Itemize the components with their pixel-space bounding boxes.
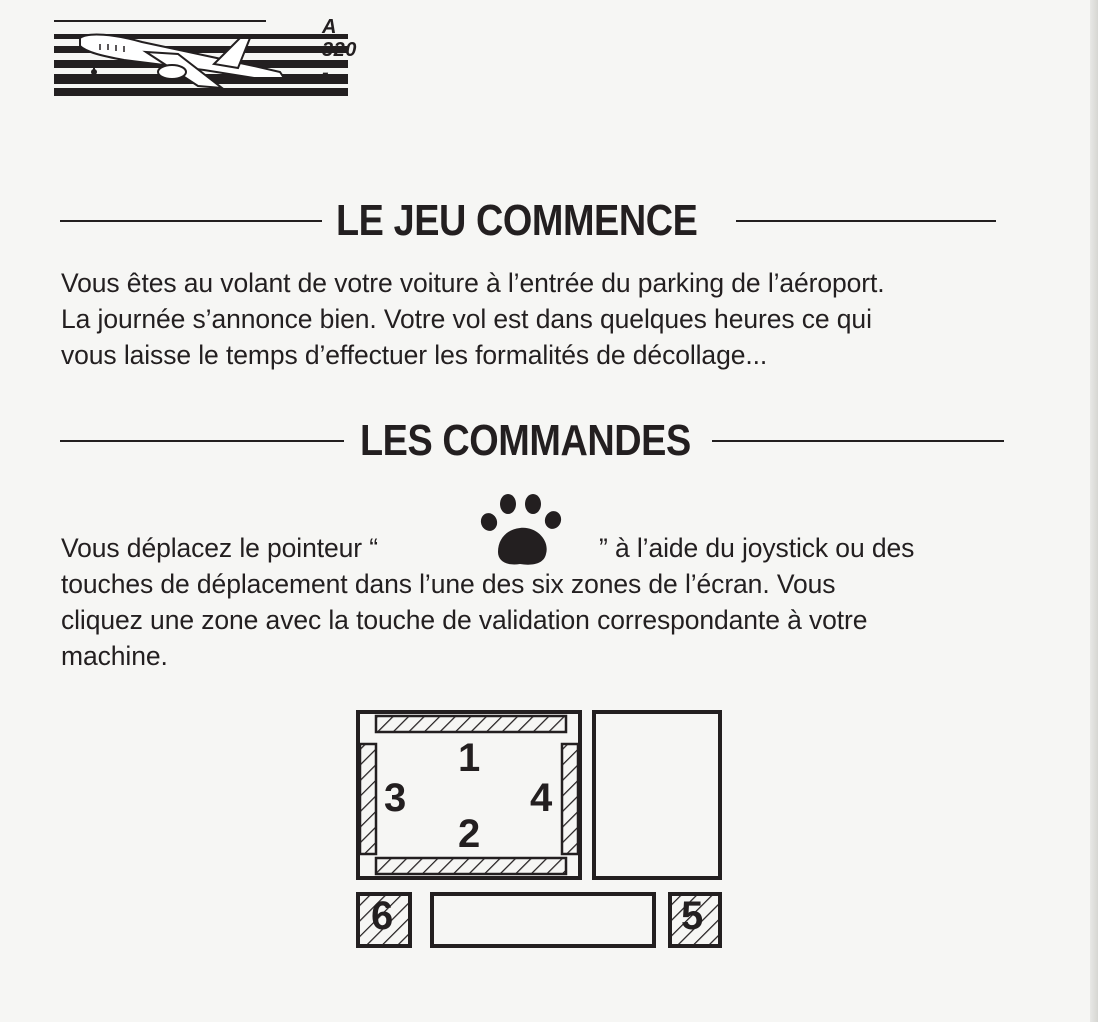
paw-print-icon xyxy=(478,492,568,568)
page-edge xyxy=(1090,0,1098,1022)
section-header-le-jeu-commence xyxy=(60,196,996,246)
screen-zones-diagram xyxy=(354,708,726,954)
rule-right xyxy=(712,440,1004,442)
paragraph-text-after-icon: ” à l’aide du joystick ou des xyxy=(599,533,915,563)
zone-label-3: 3 xyxy=(384,776,407,820)
paragraph-line: Vous êtes au volant de votre voiture à l’entrée du parking de l’aéroport. xyxy=(61,268,885,298)
logo-code: A 320 - xyxy=(322,16,357,84)
rule-left xyxy=(60,220,322,222)
airplane-logo-icon xyxy=(54,8,350,98)
section-title: LES COMMANDES xyxy=(360,416,691,465)
a320-logo xyxy=(54,8,357,98)
paragraph-line: vous laisse le temps d’effectuer les formalités de décollage... xyxy=(61,340,768,370)
zone-label-5: 5 xyxy=(681,894,704,938)
section-title: LE JEU COMMENCE xyxy=(336,196,698,245)
intro-paragraph xyxy=(61,265,1011,373)
rule-left xyxy=(60,440,344,442)
paragraph-line: cliquez une zone avec la touche de validation correspondante à votre xyxy=(61,605,868,635)
section-header-les-commandes xyxy=(60,416,1004,466)
zone-label-2: 2 xyxy=(458,812,481,856)
zone-label-6: 6 xyxy=(371,894,394,938)
zone-label-4: 4 xyxy=(530,776,553,820)
paragraph-text-before-icon: Vous déplacez le pointeur “ xyxy=(61,533,378,563)
rule-right xyxy=(736,220,996,222)
paragraph-line: touches de déplacement dans l’une des six zones de l’écran. Vous xyxy=(61,569,836,599)
paragraph-line: machine. xyxy=(61,641,168,671)
zone-label-1: 1 xyxy=(458,736,481,780)
paragraph-line: La journée s’annonce bien. Votre vol est dans quelques heures ce qui xyxy=(61,304,872,334)
